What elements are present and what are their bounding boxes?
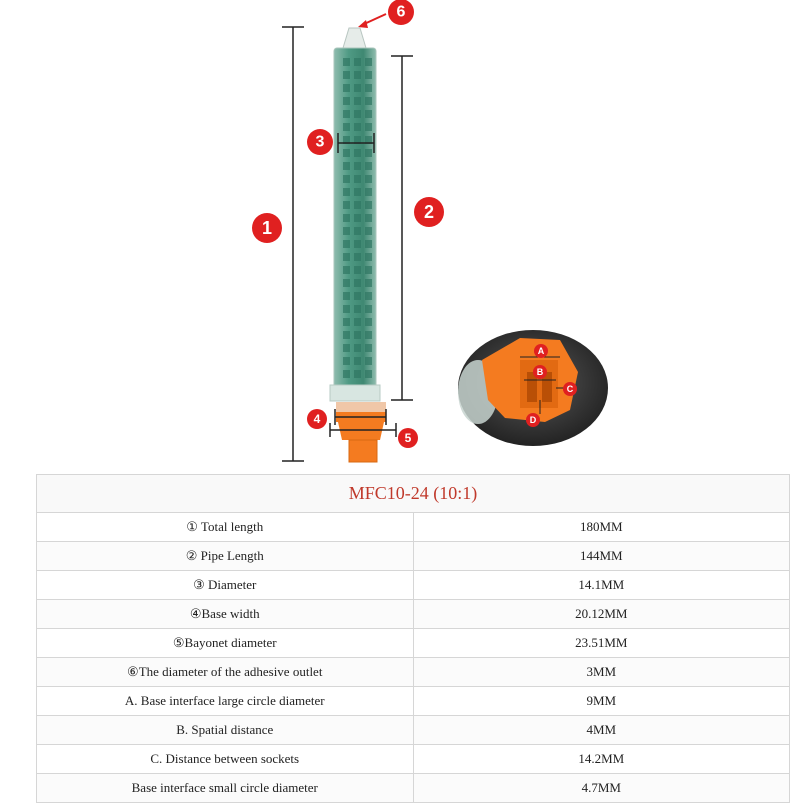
dimension-line-2	[391, 56, 413, 400]
mixer-element	[343, 201, 350, 209]
table-row	[37, 571, 790, 600]
mixer-element	[365, 84, 372, 92]
mixer-element	[343, 357, 350, 365]
mixer-element	[354, 58, 361, 66]
mixer-element	[354, 162, 361, 170]
mixer-element	[354, 279, 361, 287]
mixer-element	[365, 357, 372, 365]
mixer-element	[354, 370, 361, 378]
spec-value: 180MM	[413, 513, 790, 542]
mixer-element	[354, 253, 361, 261]
table-row	[37, 658, 790, 687]
mixer-element	[343, 84, 350, 92]
mixer-element	[354, 331, 361, 339]
mixer-element	[343, 162, 350, 170]
callout-3	[307, 129, 333, 155]
mixer-element	[365, 58, 372, 66]
table-row	[37, 513, 790, 542]
mixer-element	[343, 370, 350, 378]
callout-4-label: 4	[313, 412, 321, 426]
mixing-tube	[330, 48, 380, 401]
mixer-element	[354, 110, 361, 118]
spec-value: 20.12MM	[413, 600, 790, 629]
callout-1	[252, 213, 282, 243]
mixer-element	[343, 175, 350, 183]
mixer-element	[343, 110, 350, 118]
mixer-element	[354, 266, 361, 274]
spec-value: 3MM	[413, 658, 790, 687]
callout-4	[307, 409, 327, 429]
base-closeup-inset	[458, 330, 608, 446]
mixer-element	[354, 214, 361, 222]
mixer-element	[365, 214, 372, 222]
mixer-element	[365, 188, 372, 196]
mixer-element	[354, 123, 361, 131]
mixer-element	[354, 71, 361, 79]
mixer-element	[343, 71, 350, 79]
callout-2	[414, 197, 444, 227]
callout-3-label: 3	[315, 133, 325, 151]
mixer-element	[354, 305, 361, 313]
table-header-row	[37, 475, 790, 513]
mixer-element	[343, 97, 350, 105]
callout-6-label: 6	[396, 3, 406, 21]
mixer-element	[354, 149, 361, 157]
callout-2-label: 2	[423, 202, 435, 222]
mixer-element	[343, 279, 350, 287]
mixer-element	[343, 240, 350, 248]
callout-6	[388, 0, 414, 25]
callout-5-label: 5	[404, 431, 412, 445]
mixer-element	[343, 214, 350, 222]
mixer-element	[365, 279, 372, 287]
callout-b-label: B	[536, 367, 544, 377]
arrow-6	[358, 14, 386, 28]
table-row	[37, 745, 790, 774]
orange-base	[336, 402, 386, 462]
mixer-element	[343, 318, 350, 326]
callout-1-label: 1	[261, 218, 273, 238]
spec-table-body	[37, 513, 790, 803]
spec-label: ① Total length	[37, 513, 414, 542]
mixer-element	[365, 370, 372, 378]
mixer-element	[354, 84, 361, 92]
mixer-element	[365, 71, 372, 79]
table-row	[37, 600, 790, 629]
mixer-element	[365, 331, 372, 339]
spec-value: 4MM	[413, 716, 790, 745]
mixer-element	[365, 253, 372, 261]
table-row	[37, 716, 790, 745]
mixer-element	[343, 305, 350, 313]
mixer-element	[365, 292, 372, 300]
spec-value: 144MM	[413, 542, 790, 571]
mixer-element	[354, 240, 361, 248]
callout-a-label: A	[537, 346, 545, 356]
spec-label: ③ Diameter	[37, 571, 414, 600]
mixer-element	[354, 175, 361, 183]
table-title: MFC10-24 (10:1)	[37, 475, 790, 513]
mixer-element	[343, 58, 350, 66]
mixer-element	[365, 110, 372, 118]
mixer-element	[343, 331, 350, 339]
mixer-element	[365, 175, 372, 183]
mixer-element	[365, 266, 372, 274]
mixer-element	[365, 97, 372, 105]
spec-label: ④Base width	[37, 600, 414, 629]
mixer-element	[365, 344, 372, 352]
mixer-element	[343, 344, 350, 352]
spec-value: 4.7MM	[413, 774, 790, 803]
spec-label: B. Spatial distance	[37, 716, 414, 745]
nozzle-tip	[343, 28, 366, 48]
mixer-element	[343, 123, 350, 131]
spec-value: 14.1MM	[413, 571, 790, 600]
mixer-element	[354, 318, 361, 326]
table-row	[37, 542, 790, 571]
mixer-element	[365, 201, 372, 209]
mixer-element	[354, 227, 361, 235]
table-row	[37, 774, 790, 803]
mixer-element	[343, 253, 350, 261]
mixer-element	[343, 188, 350, 196]
callout-c-label: C	[566, 384, 574, 394]
spec-value: 23.51MM	[413, 629, 790, 658]
spec-label: Base interface small circle diameter	[37, 774, 414, 803]
spec-table	[36, 474, 790, 803]
mixer-element	[365, 240, 372, 248]
mixer-element	[354, 97, 361, 105]
spec-label: ⑤Bayonet diameter	[37, 629, 414, 658]
mixer-element	[365, 149, 372, 157]
table-row	[37, 687, 790, 716]
mixer-element	[354, 344, 361, 352]
mixer-element	[354, 292, 361, 300]
mixer-element	[365, 318, 372, 326]
mixer-element	[365, 227, 372, 235]
table-row	[37, 629, 790, 658]
mixer-element	[343, 266, 350, 274]
mixer-element	[343, 149, 350, 157]
mixer-element	[354, 188, 361, 196]
spec-value: 9MM	[413, 687, 790, 716]
spec-label: C. Distance between sockets	[37, 745, 414, 774]
callout-d-label: D	[529, 415, 537, 425]
spec-label: A. Base interface large circle diameter	[37, 687, 414, 716]
spec-label: ⑥The diameter of the adhesive outlet	[37, 658, 414, 687]
mixer-element	[365, 123, 372, 131]
mixer-element	[343, 292, 350, 300]
mixer-element	[343, 227, 350, 235]
mixer-element	[354, 357, 361, 365]
spec-label: ② Pipe Length	[37, 542, 414, 571]
mixer-element	[365, 162, 372, 170]
mixer-element	[365, 305, 372, 313]
mixer-element	[354, 201, 361, 209]
spec-value: 14.2MM	[413, 745, 790, 774]
dimension-line-1	[282, 27, 304, 461]
callout-5	[398, 428, 418, 448]
